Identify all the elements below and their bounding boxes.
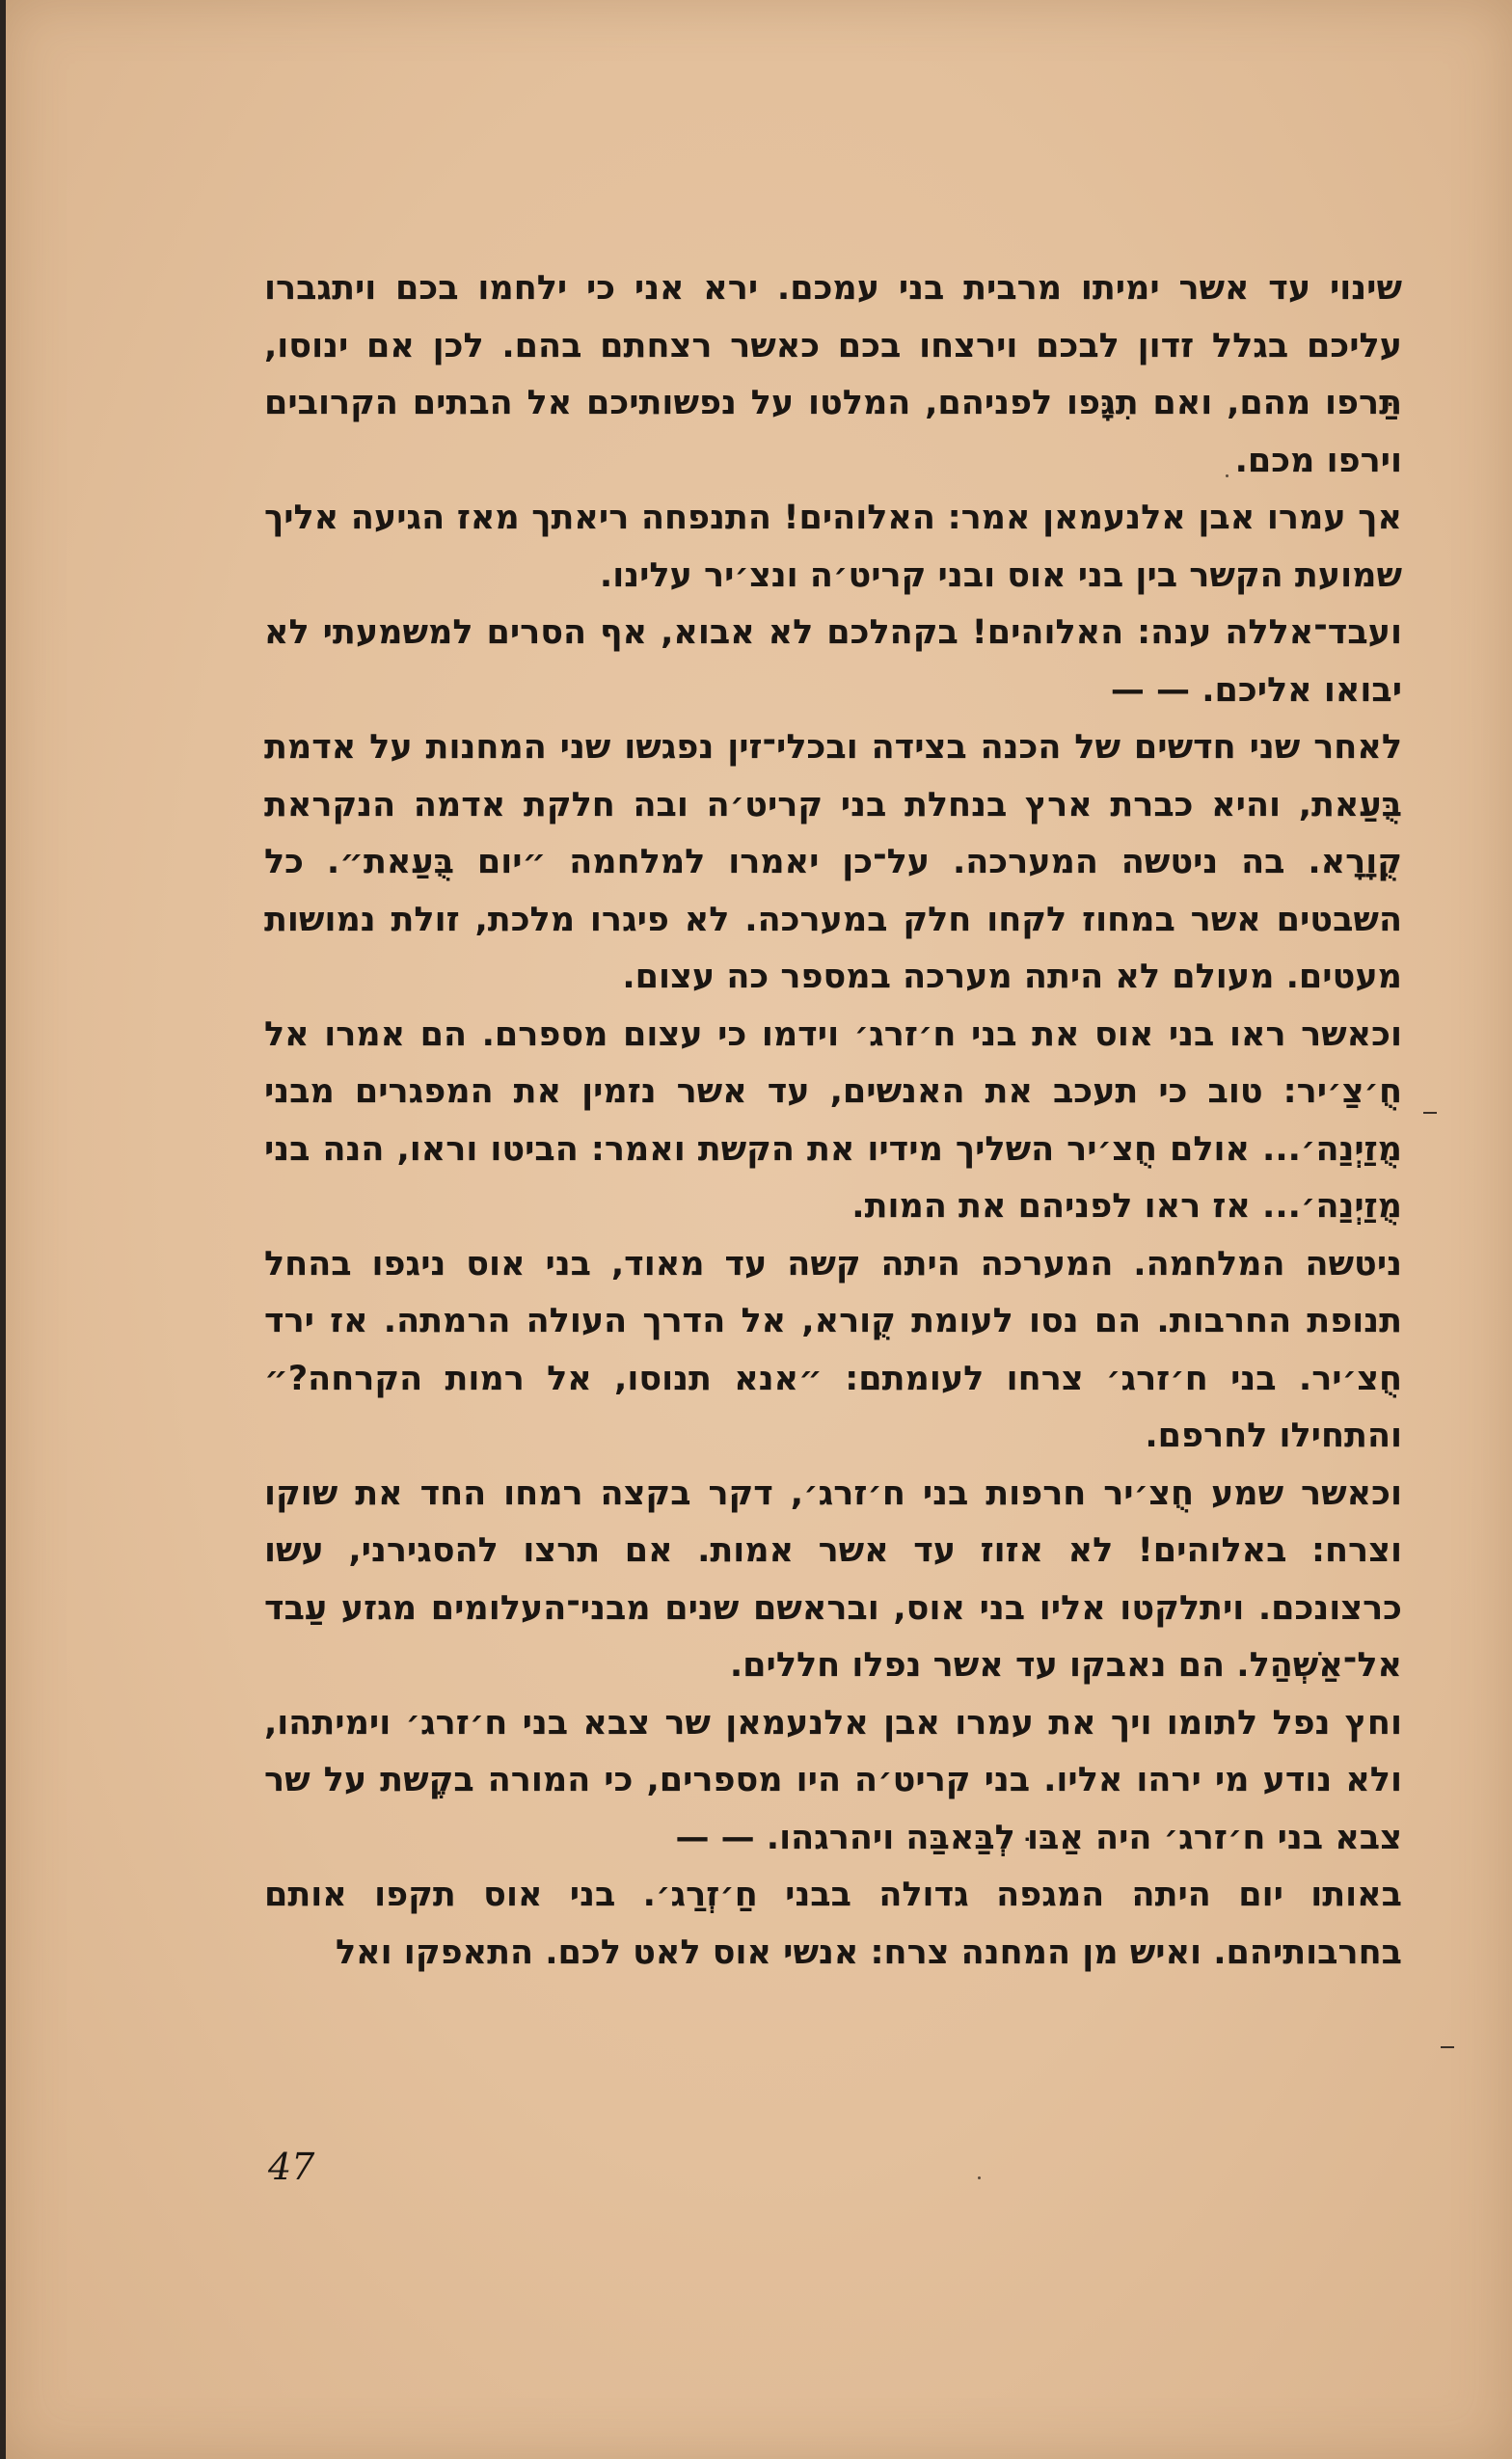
paragraph-6: ניטשה המלחמה. המערכה היתה קשה עד מאוד, בני אוס ניגפו בהחל תנופת החרבות. הם נסו לעומת קֻורא, אל הדרך העולה הרמתה. אז ירד חֻצ׳יר. בני ח׳זרג׳ צרחו לעומתם: ״אנא תנוסו, אל רמות הקרחה?״ והתחילו לחרפם. [264, 1244, 1402, 1455]
margin-pencil-mark [1423, 1112, 1437, 1114]
paragraph-3: ועבד־אללה ענה: האלוהים! בקהלכם לא אבוא, אף הסרים למשמעתי לא יבואו אליכם. — — [264, 613, 1402, 710]
paper-speck [1226, 474, 1228, 477]
margin-pencil-mark [1441, 2046, 1454, 2048]
paragraph-7: וכאשר שמע חֻצ׳יר חרפות בני ח׳זרג׳, דקר בקצה רמחו החד את שוקו וצרח: באלוהים! לא אזוז עד אשר אמות. אם תרצו להסגירני, עשו כרצונכם. ויתלקטו אליו בני אוס, ובראשם שנים מבני־העלומים מגזע עַבד אל־אַשְׁהַל. הם נאבקו עד אשר נפלו חללים. [264, 1473, 1402, 1685]
paragraph-5: וכאשר ראו בני אוס את בני ח׳זרג׳ וידמו כי עצום מספרם. הם אמרו אל חֻ׳צַ׳יר: טוב כי תעכב את האנשים, עד אשר נזמין את המפגרים מבני מֻזַיְנַה׳... אולם חֻצ׳יר השליך מידיו את הקשת ואמר: הביטו וראו, הנה בני מֻזַיְנַה׳... אז ראו לפניהם את המות. [264, 1014, 1402, 1226]
paragraph-1: שינוי עד אשר ימיתו מרבית בני עמכם. ירא אני כי ילחמו בכם ויתגברו עליכם בגלל זדון לבכם וירצחו בכם כאשר רצחתם בהם. לכן אם ינוסו, תַּרפו מהם, ואם תִגָּפו לפניהם, המלטו על נפשותיכם אל הבתים הקרובים וירפו מכם. [264, 269, 1402, 480]
paragraph-9: באותו יום היתה המגפה גדולה בבני חַ׳זְרַג׳. בני אוס תקפו אותם בחרבותיהם. ואיש מן המחנה צרח: אנשי אוס לאט לכם. התאפקו ואל [264, 1876, 1402, 1972]
book-page [6, 0, 1512, 2459]
paragraph-2: אך עמרו אבן אלנעמאן אמר: האלוהים! התנפחה ריאתך מאז הגיעה אליך שמועת הקשר בין בני אוס ובני קריט׳ה ונצ׳יר עלינו. [264, 499, 1402, 595]
paragraph-4: לאחר שני חדשים של הכנה בצידה ובכלי־זין נפגשו שני המחנות על אדמת בֻּעַאת, והיא כברת ארץ בנחלת בני קריט׳ה ובה חלקת אדמה הנקראת קֻוָרָא. בה ניטשה המערכה. על־כן יאמרו למלחמה ״יום בֻּעַאת״. כל השבטים אשר במחוז לקחו חלק במערכה. לא פיגרו מלכת, זולת נמושות מעטים. מעולם לא היתה מערכה במספר כה עצום. [264, 728, 1402, 996]
body-text [264, 260, 1402, 1982]
paragraph-8: וחץ נפל לתומו ויך את עמרו אבן אלנעמאן שר צבא בני ח׳זרג׳ וימיתהו, ולא נודע מי ירהו אליו. בני קריט׳ה היו מספרים, כי המורה בקֶשת על שר צבא בני ח׳זרג׳ היה אַבּוּ לְבַּאבַּה ויהרגהו. — — [264, 1703, 1402, 1857]
page-number: 47 [268, 2146, 315, 2188]
paper-speck [978, 2176, 981, 2179]
